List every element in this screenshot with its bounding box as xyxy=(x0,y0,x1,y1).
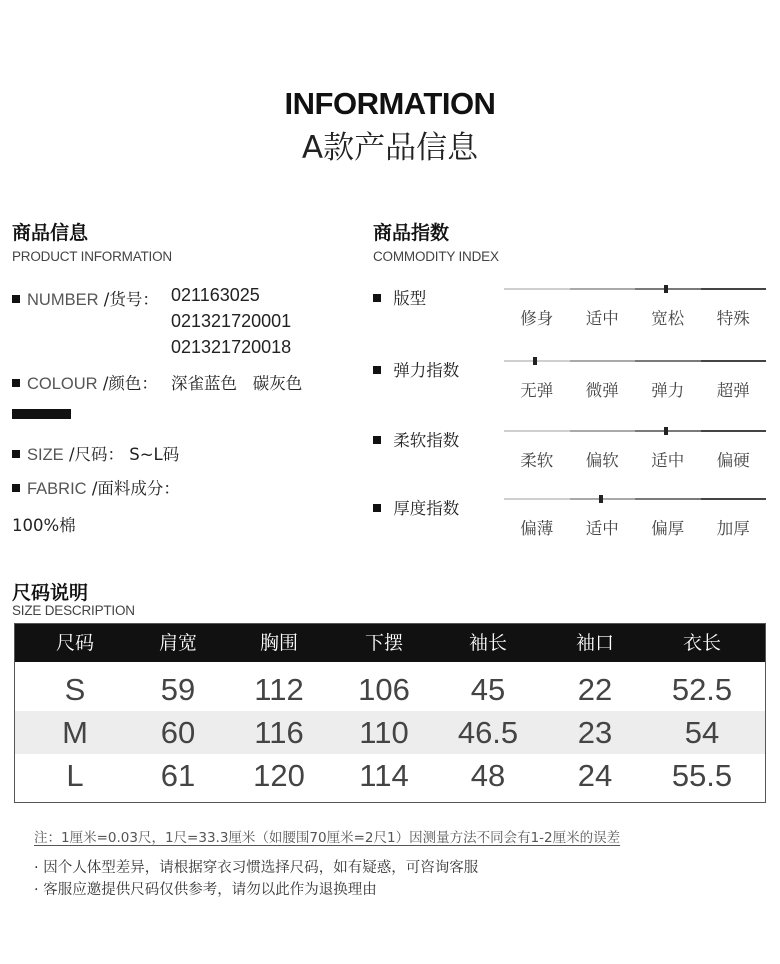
table-cell: 112 xyxy=(254,672,304,707)
fit-note: · 因个人体型差异，请根据穿衣习惯选择尺码，如有疑惑，可咨询客服 xyxy=(34,860,479,876)
commodity-index-subheading: COMMODITY INDEX xyxy=(373,249,499,264)
table-cell: S xyxy=(64,672,86,707)
index-marker xyxy=(533,357,537,365)
size-label-en: SIZE xyxy=(27,446,64,464)
product-number: 021321720018 xyxy=(171,337,292,357)
table-cell: 48 xyxy=(470,758,506,793)
table-header-cell: 尺码 xyxy=(55,632,94,654)
table-cell: 59 xyxy=(160,672,196,707)
table-cell: 46.5 xyxy=(457,715,519,750)
index-label-text: 柔软指数 xyxy=(393,431,460,450)
index-bar-segment xyxy=(701,430,767,432)
number-label-zh: /货号： xyxy=(103,290,159,309)
table-row xyxy=(15,668,765,711)
table-cell: 23 xyxy=(577,715,613,750)
index-level-label: 无弹 xyxy=(520,381,554,400)
bullet-square-icon xyxy=(12,484,20,492)
index-level-label: 偏软 xyxy=(585,451,619,470)
index-level-label: 超弹 xyxy=(716,381,750,400)
index-bar-segment xyxy=(570,360,636,362)
table-cell: L xyxy=(66,758,84,793)
table-cell: 60 xyxy=(160,715,196,750)
bullet-square-icon xyxy=(373,436,381,444)
index-label-text: 弹力指数 xyxy=(393,361,460,380)
colour-row xyxy=(12,370,158,394)
table-header-cell: 胸围 xyxy=(259,632,298,654)
fabric-label-zh: /面料成分： xyxy=(91,479,180,498)
table-row xyxy=(15,711,765,754)
table-cell: 52.5 xyxy=(671,672,733,707)
table-header-cell: 袖长 xyxy=(468,632,507,654)
size-table xyxy=(14,623,766,803)
size-label-zh: /尺码： xyxy=(68,445,124,464)
index-bar-segment xyxy=(635,360,701,362)
table-header-cell: 肩宽 xyxy=(158,632,197,654)
index-bar-segment xyxy=(504,498,570,500)
table-cell: 24 xyxy=(577,758,613,793)
index-bar-segment xyxy=(570,430,636,432)
product-info-heading: 商品信息 xyxy=(12,222,89,244)
index-bar-segment xyxy=(504,288,570,290)
title-zh: A款产品信息 xyxy=(301,130,479,166)
table-cell: 106 xyxy=(358,672,410,707)
index-label xyxy=(373,285,426,309)
index-level-label: 偏薄 xyxy=(520,519,554,538)
colour-label-zh: /颜色： xyxy=(102,374,158,393)
bullet-square-icon xyxy=(373,366,381,374)
table-cell: M xyxy=(62,715,88,750)
index-marker xyxy=(664,285,668,293)
index-level-label: 偏厚 xyxy=(651,519,685,538)
colour-values: 深雀蓝色 碳灰色 xyxy=(171,374,303,393)
index-label xyxy=(373,357,459,381)
index-level-label: 适中 xyxy=(585,519,619,538)
size-description-subheading: SIZE DESCRIPTION xyxy=(12,603,135,618)
index-label xyxy=(373,495,459,519)
index-level-label: 修身 xyxy=(520,309,554,328)
index-level-label: 偏硬 xyxy=(716,451,750,470)
bullet-square-icon xyxy=(373,294,381,302)
index-level-label: 特殊 xyxy=(716,309,750,328)
index-bar-segment xyxy=(701,288,767,290)
index-level-label: 柔软 xyxy=(520,451,554,470)
number-row xyxy=(12,286,159,310)
table-cell: 114 xyxy=(359,758,409,793)
size-table-header xyxy=(15,624,765,662)
table-cell: 22 xyxy=(577,672,613,707)
fabric-row xyxy=(12,475,180,499)
index-level-label: 加厚 xyxy=(716,519,750,538)
table-header-cell: 袖口 xyxy=(575,632,614,654)
fabric-label-en: FABRIC xyxy=(27,480,87,498)
index-marker xyxy=(664,427,668,435)
index-label-text: 厚度指数 xyxy=(393,499,460,518)
size-description-heading: 尺码说明 xyxy=(12,582,89,604)
index-label-text: 版型 xyxy=(393,289,427,308)
product-number: 021163025 xyxy=(171,285,260,305)
index-level-label: 适中 xyxy=(585,309,619,328)
index-bar-segment xyxy=(504,430,570,432)
colour-label-en: COLOUR xyxy=(27,375,98,393)
bullet-square-icon xyxy=(373,504,381,512)
fabric-value: 100%棉 xyxy=(12,516,76,535)
index-bar-segment xyxy=(570,288,636,290)
bullet-square-icon xyxy=(12,295,20,303)
reference-note: · 客服应邀提供尺码仅供参考，请勿以此作为退换理由 xyxy=(34,882,377,898)
table-cell: 54 xyxy=(684,715,720,750)
table-cell: 120 xyxy=(253,758,305,793)
number-label-en: NUMBER xyxy=(27,291,99,309)
product-info-subheading: PRODUCT INFORMATION xyxy=(12,249,172,264)
table-cell: 116 xyxy=(254,715,304,750)
table-cell: 61 xyxy=(160,758,196,793)
table-cell: 110 xyxy=(359,715,409,750)
divider-bar xyxy=(12,409,71,419)
table-cell: 55.5 xyxy=(671,758,733,793)
index-label xyxy=(373,427,459,451)
index-marker xyxy=(599,495,603,503)
size-row xyxy=(12,441,179,465)
table-cell: 45 xyxy=(470,672,506,707)
index-level-label: 弹力 xyxy=(651,381,685,400)
index-bar-segment xyxy=(701,360,767,362)
table-header-cell: 下摆 xyxy=(364,632,403,654)
index-level-label: 宽松 xyxy=(651,309,685,328)
index-level-label: 微弹 xyxy=(585,381,619,400)
bullet-square-icon xyxy=(12,450,20,458)
title-en: INFORMATION xyxy=(284,86,496,121)
bullet-square-icon xyxy=(12,379,20,387)
table-header-cell: 衣长 xyxy=(682,632,721,654)
index-bar-segment xyxy=(701,498,767,500)
commodity-index-heading: 商品指数 xyxy=(373,222,450,244)
product-number: 021321720001 xyxy=(171,311,292,331)
table-row xyxy=(15,754,765,797)
measurement-note: 注：1厘米=0.03尺，1尺=33.3厘米（如腰围70厘米=2尺1）因测量方法不同会有1-2厘米的误差 xyxy=(34,830,621,846)
index-bar-segment xyxy=(635,498,701,500)
index-level-label: 适中 xyxy=(651,451,685,470)
size-value: S~L码 xyxy=(129,445,180,464)
